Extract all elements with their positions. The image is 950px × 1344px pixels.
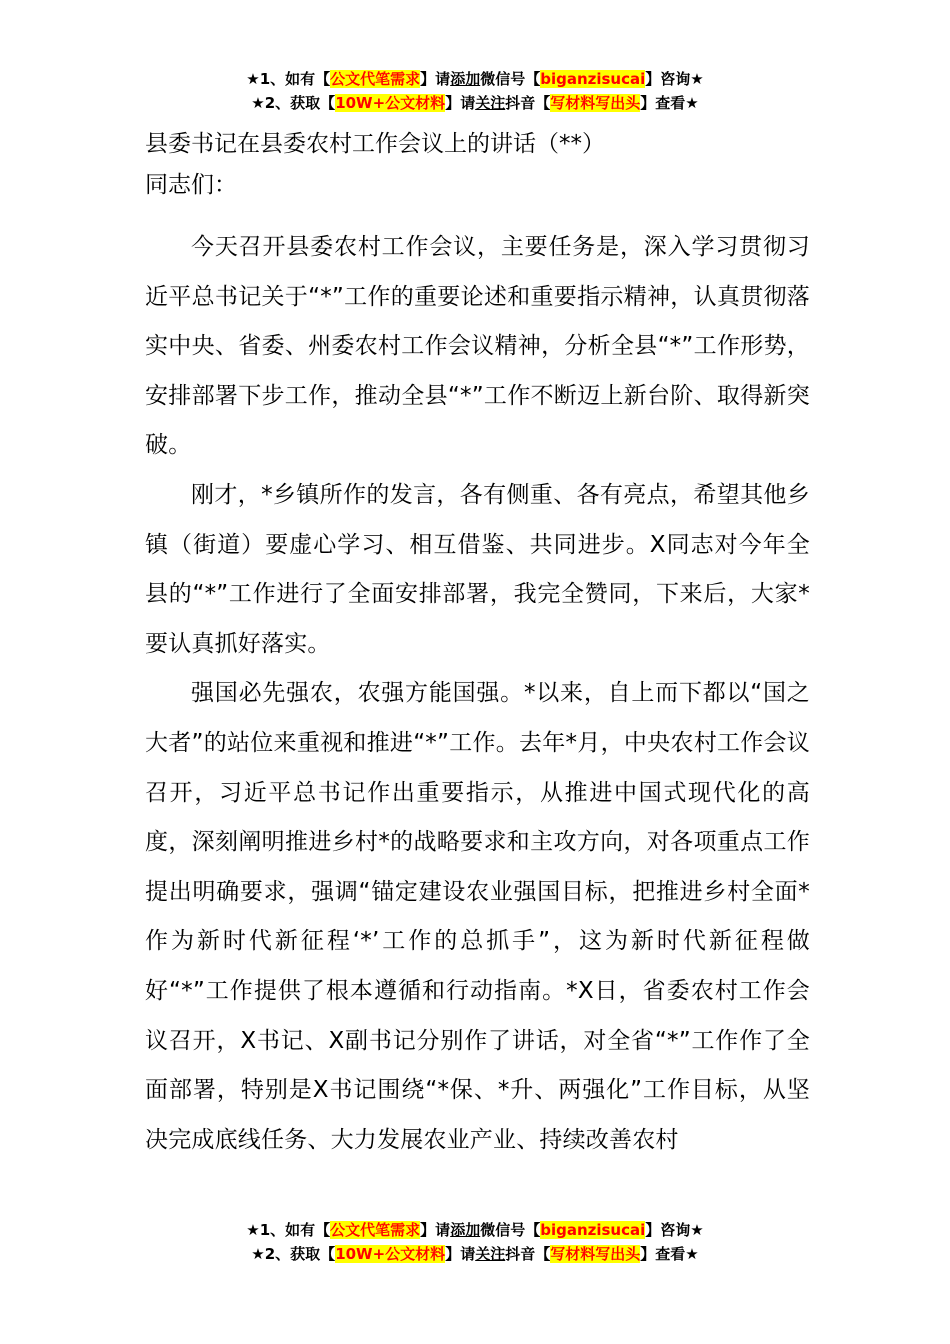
promo-underline: 关注	[475, 1245, 506, 1263]
promo-line-1	[0, 1218, 950, 1242]
promo-banner-bottom	[0, 1218, 950, 1266]
promo-text: ★2、获取【	[251, 1245, 336, 1263]
paragraph-3: 强国必先强农，农强方能国强。*以来，自上而下都以“国之大者”的站位来重视和推进“*”工作。去年*月，中央农村工作会议召开，习近平总书记作出重要指示，从推进中国式现代化的高度，深刻阐明推进乡村*的战略要求和主攻方向，对各项重点工作提出明确要求，强调“锚定建设农业强国目标，把推进乡村全面*作为新时代新征程‘*’工作的总抓手”，这为新时代新征程做好“*”工作提供了根本遵循和行动指南。*X日，省委农村工作会议召开，X书记、X副书记分别作了讲话，对全省“*”工作作了全面部署，特别是X书记围绕“*保、*升、两强化”工作目标，从坚决完成底线任务、大力发展农业产业、持续改善农村	[145, 680, 810, 1153]
promo-text: 】查看★	[640, 1245, 699, 1263]
salutation: 同志们：	[145, 172, 237, 198]
promo-highlight: 写材料写出头	[550, 1245, 641, 1263]
promo-underline: 添加	[450, 70, 481, 88]
promo-underline: 关注	[475, 94, 506, 112]
paragraph-1: 今天召开县委农村工作会议，主要任务是，深入学习贯彻习近平总书记关于“*”工作的重要论述和重要指示精神，认真贯彻落实中央、省委、州委农村工作会议精神，分析全县“*”工作形势，安排部署下步工作，推动全县“*”工作不断迈上新台阶、取得新突破。	[145, 234, 810, 459]
paragraph-2: 刚才，*乡镇所作的发言，各有侧重、各有亮点，希望其他乡镇（街道）要虚心学习、相互借鉴、共同进步。X同志对今年全县的“*”工作进行了全面安排部署，我完全赞同，下来后，大家*要认真抓好落实。	[145, 481, 810, 657]
promo-line-1	[0, 67, 950, 91]
promo-text: 】请	[445, 1245, 476, 1263]
promo-text: 抖音【	[505, 1245, 551, 1263]
document-body	[145, 124, 810, 1165]
promo-text: 】咨询★	[645, 1221, 704, 1239]
promo-text: 微信号【	[480, 70, 541, 88]
promo-text: 】查看★	[640, 94, 699, 112]
promo-highlight: 10W+公文材料	[335, 1245, 446, 1263]
promo-text: 】请	[420, 70, 451, 88]
promo-highlight: 公文代笔需求	[330, 70, 421, 88]
promo-line-2	[0, 1242, 950, 1266]
promo-highlight: 写材料写出头	[550, 94, 641, 112]
document-title: 县委书记在县委农村工作会议上的讲话（**）	[145, 131, 605, 157]
promo-line-2	[0, 91, 950, 115]
promo-banner-top	[0, 67, 950, 115]
promo-underline: 添加	[450, 1221, 481, 1239]
promo-text: 】咨询★	[645, 70, 704, 88]
promo-text: 】请	[420, 1221, 451, 1239]
promo-highlight: 公文代笔需求	[330, 1221, 421, 1239]
promo-highlight: biganzisucai	[540, 70, 646, 88]
promo-highlight: 10W+公文材料	[335, 94, 446, 112]
promo-text: ★1、如有【	[246, 70, 331, 88]
promo-text: ★2、获取【	[251, 94, 336, 112]
promo-highlight: biganzisucai	[540, 1221, 646, 1239]
promo-text: ★1、如有【	[246, 1221, 331, 1239]
promo-text: 抖音【	[505, 94, 551, 112]
promo-text: 】请	[445, 94, 476, 112]
promo-text: 微信号【	[480, 1221, 541, 1239]
